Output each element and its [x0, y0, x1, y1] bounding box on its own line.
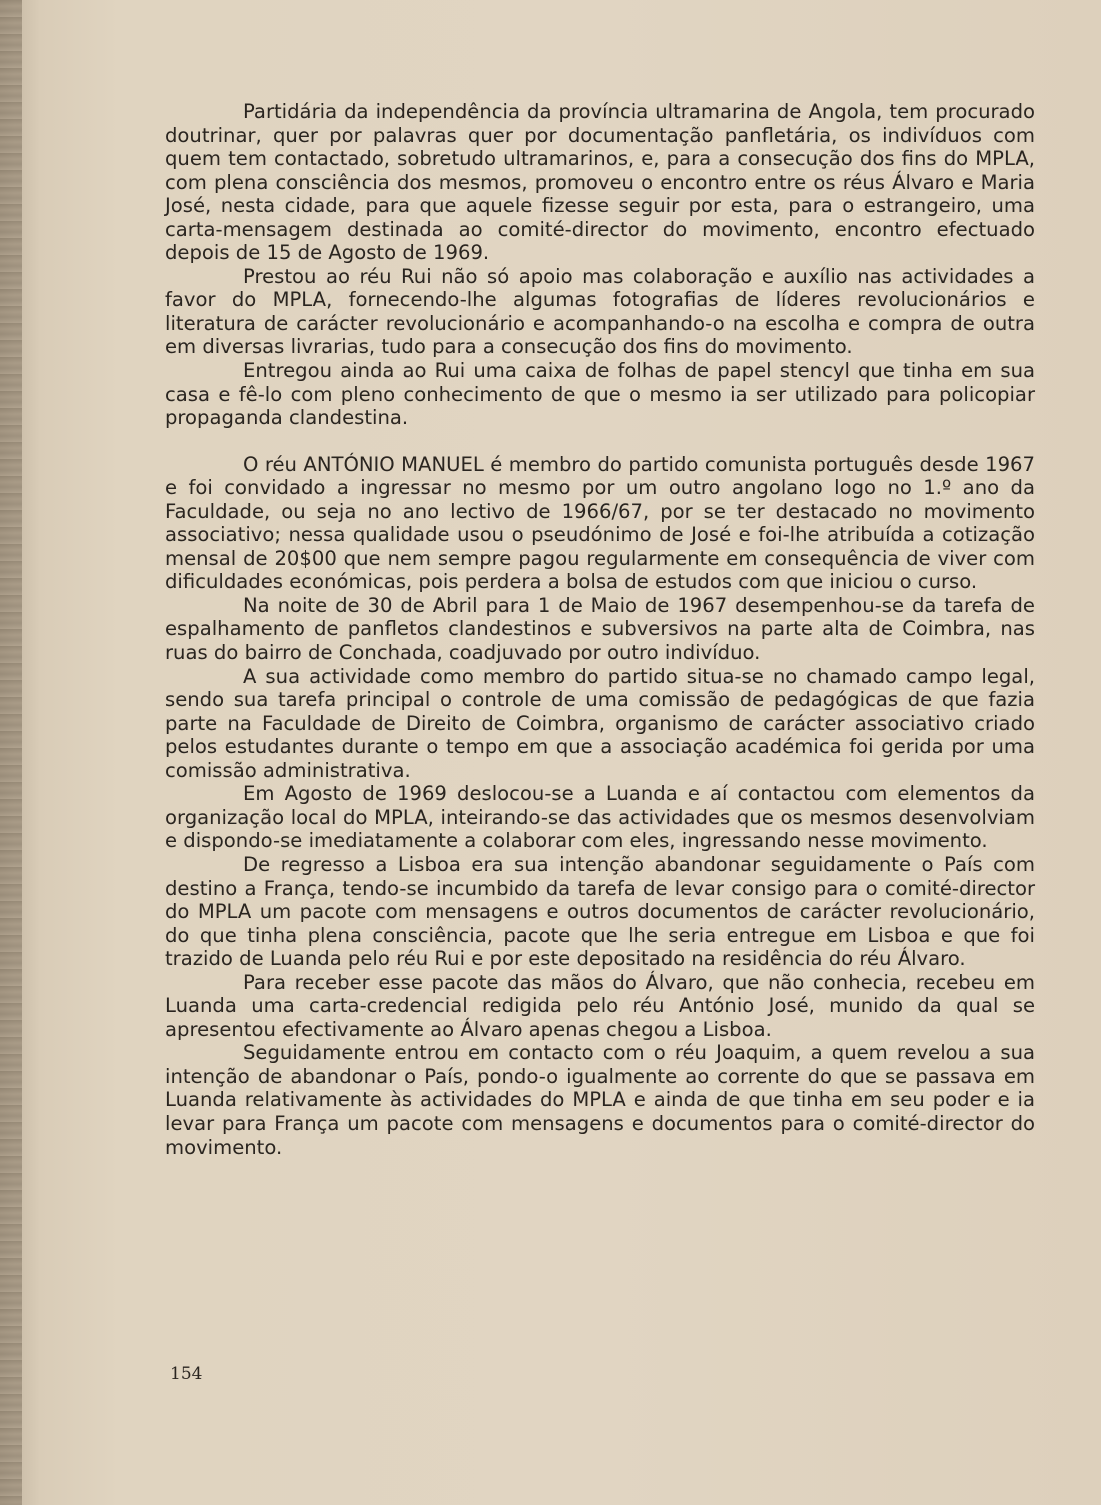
paragraph-8: De regresso a Lisboa era sua intenção abandonar seguidamente o País com destino a França, tendo-se incumbido da tarefa de levar consigo para o comité-director do MPLA um pacote com mensagens e outros documentos de carácter revolucionário, do que tinha plena consciência, pacote que lhe seria entregue em Lisboa e que foi trazido de Luanda pelo réu Rui e por este depositado na residência do réu Álvaro.	[165, 852, 1035, 971]
page-number: 154	[170, 1364, 203, 1384]
body-text	[165, 100, 1035, 1159]
paragraph-2: Prestou ao réu Rui não só apoio mas colaboração e auxílio nas actividades a favor do MPLA, fornecendo-lhe algumas fotografias de líderes revolucionários e literatura de carácter revolucionário e acompanhando-o na escolha e compra de outra em diversas livrarias, tudo para a consecução dos fins do movimento.	[165, 264, 1035, 359]
paragraph-9: Para receber esse pacote das mãos do Álvaro, que não conhecia, recebeu em Luanda uma carta-credencial redigida pelo réu António José, munido da qual se apresentou efectivamente ao Álvaro apenas chegou a Lisboa.	[165, 970, 1035, 1041]
paragraph-4: O réu ANTÓNIO MANUEL é membro do partido comunista português desde 1967 e foi convidado a ingressar no mesmo por um outro angolano logo no 1.º ano da Faculdade, ou seja no ano lectivo de 1966/67, por se ter destacado no movimento associativo; nessa qualidade usou o pseudónimo de José e foi-lhe atribuída a cotização mensal de 20$00 que nem sempre pagou regularmente em consequência de viver com dificuldades económicas, pois perdera a bolsa de estudos com que iniciou o curso.	[165, 452, 1035, 594]
paragraph-5: Na noite de 30 de Abril para 1 de Maio de 1967 desempenhou-se da tarefa de espalhamento de panfletos clandestinos e subversivos na parte alta de Coimbra, nas ruas do bairro de Conchada, coadjuvado por outro indivíduo.	[165, 593, 1035, 665]
paragraph-10: Seguidamente entrou em contacto com o réu Joaquim, a quem revelou a sua intenção de abandonar o País, pondo-o igualmente ao corrente do que se passava em Luanda relativamente às actividades do MPLA e ainda de que tinha em seu poder e ia levar para França um pacote com mensagens e documentos para o comité-director do movimento.	[165, 1041, 1035, 1159]
page-binding-edge	[0, 0, 22, 1505]
paragraph-3: Entregou ainda ao Rui uma caixa de folhas de papel stencyl que tinha em sua casa e fê-lo com pleno conhecimento de que o mesmo ia ser utilizado para policopiar propaganda clandestina.	[165, 359, 1035, 430]
paragraph-1: Partidária da independência da província ultramarina de Angola, tem procurado doutrinar, quer por palavras quer por documentação panfletária, os indivíduos com quem tem contactado, sobretudo ultramarinos, e, para a consecução dos fins do MPLA, com plena consciência dos mesmos, promoveu o encontro entre os réus Álvaro e Maria José, nesta cidade, para que aquele fizesse seguir por esta, para o estrangeiro, uma carta-mensagem destinada ao comité-director do movimento, encontro efectuado depois de 15 de Agosto de 1969.	[165, 100, 1035, 265]
paragraph-6: A sua actividade como membro do partido situa-se no chamado campo legal, sendo sua tarefa principal o controle de uma comissão de pedagógicas de que fazia parte na Faculdade de Direito de Coimbra, organismo de carácter associativo criado pelos estudantes durante o tempo em que a associação académica foi gerida por uma comissão administrativa.	[165, 664, 1035, 782]
paragraph-7: Em Agosto de 1969 deslocou-se a Luanda e aí contactou com elementos da organização local do MPLA, inteirando-se das actividades que os mesmos desenvolviam e dispondo-se imediatamente a colaborar com eles, ingressando nesse movimento.	[165, 782, 1035, 853]
